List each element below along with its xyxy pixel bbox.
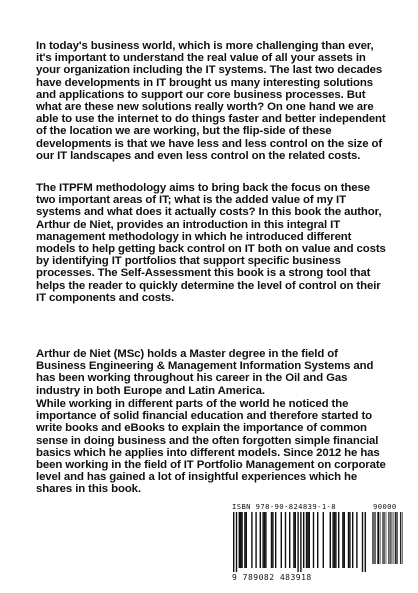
addon-bar — [402, 512, 403, 564]
addon-bar — [375, 512, 376, 564]
barcode-bar — [244, 512, 245, 568]
barcode-bar — [362, 512, 363, 572]
barcode-bar — [255, 512, 256, 568]
barcode-bar — [233, 512, 234, 572]
addon-bar — [395, 512, 396, 564]
ean13-bars — [232, 512, 368, 572]
addon-bar — [393, 512, 394, 564]
addon-bar — [397, 512, 398, 564]
addon-bar — [384, 512, 385, 564]
barcode-bar — [241, 512, 242, 568]
barcode-bar — [352, 512, 353, 568]
barcode-bar — [264, 512, 265, 568]
blurb-paragraph-2: The ITPFM methodology aims to bring back the focus on these two important areas of IT; what is the added value of my IT systems and what does it actually costs? In this book the author, Arthur de Niet, provides an introduction in this integral IT management methodology in which he introduced different models to help getting back control on IT both on value and costs by identifying IT portfolios that support specific business processes. The Self-Assessment this book is a strong tool that helps the reader to quickly determine the level of control on their IT components and costs. — [36, 182, 386, 304]
barcode-bar — [297, 512, 298, 572]
addon-bar — [389, 512, 390, 564]
barcode-bar — [356, 512, 357, 568]
barcode-bar — [332, 512, 333, 568]
barcode-bar — [313, 512, 314, 568]
barcode-bar — [289, 512, 290, 568]
barcode-bar — [334, 512, 335, 568]
barcode-bar — [293, 512, 294, 568]
barcode-bar — [246, 512, 247, 568]
addon-bar — [372, 512, 373, 564]
barcode-bar — [309, 512, 310, 568]
addon-bar — [383, 512, 384, 564]
barcode-bar — [348, 512, 349, 568]
barcode-bar — [265, 512, 266, 568]
barcode-bar — [344, 512, 345, 568]
barcode-bar — [338, 512, 339, 568]
price-addon-bars — [372, 512, 404, 564]
barcode-bar — [275, 512, 276, 568]
barcode-bar — [306, 512, 307, 568]
addon-bar — [382, 512, 383, 564]
addon-bar — [378, 512, 379, 564]
addon-bar — [400, 512, 401, 564]
barcode-bar — [349, 512, 350, 568]
barcode-bar — [260, 512, 261, 568]
addon-bar — [377, 512, 378, 564]
barcode-bar — [272, 512, 273, 568]
addon-bar — [373, 512, 374, 564]
barcode-bar — [323, 512, 324, 568]
isbn-label: ISBN 978-90-824839-1-8 — [232, 502, 336, 511]
addon-bar — [396, 512, 397, 564]
barcode-bar — [281, 512, 282, 568]
barcode-bar — [335, 512, 336, 568]
addon-bar — [379, 512, 380, 564]
addon-bar — [390, 512, 391, 564]
barcode-bar — [317, 512, 318, 568]
price-addon-label: 90000 — [373, 502, 397, 511]
author-bio-paragraph-1: Arthur de Niet (MSc) holds a Master degree in the field of Business Engineering & Management Information Systems and has been working throughout his career in the Oil and Gas industry in both Europe and Latin America. — [36, 348, 374, 397]
addon-bar — [386, 512, 387, 564]
blurb-paragraph-1: In today's business world, which is more challenging than ever, it's important to understand the real value of all your assets in your organization including the IT systems. The last two decades have developments in IT brought us many interesting solutions and applications to support our core business processes. But what are these new solutions really worth? On one hand we are able to use the internet to do things faster and better independent of the location we are working, but the flip-side of these developments is that we have less and less control on the size of our IT landscapes and even less control on the related costs. — [36, 40, 386, 162]
author-bio-paragraph-2: While working in different parts of the world he noticed the importance of solid financial education and therefore started to write books and eBooks to explain the importance of common sense in doing business and the often forgotten simple financial basics which he applies into different models. Since 2012 he has been working in the field of IT Portfolio Management on corporate level and has gained a lot of insightful experiences which he shares in this book. — [36, 398, 386, 496]
addon-bar — [374, 512, 375, 564]
barcode-bar — [365, 512, 366, 572]
barcode-bar — [342, 512, 343, 568]
barcode-bar — [330, 512, 331, 568]
barcode-bar — [300, 512, 301, 572]
addon-bar — [395, 512, 396, 564]
barcode-bar — [239, 512, 240, 568]
barcode-bar — [295, 512, 296, 568]
addon-bar — [401, 512, 402, 564]
barcode-digits: 9 789082 483918 — [232, 573, 312, 582]
barcode-bar — [285, 512, 286, 568]
barcode-bar — [271, 512, 272, 568]
addon-bar — [388, 512, 389, 564]
barcode-bar — [251, 512, 252, 568]
barcode-bar — [236, 512, 237, 572]
addon-bar — [380, 512, 381, 564]
isbn-barcode — [232, 502, 406, 584]
barcode-bar — [262, 512, 263, 568]
addon-bar — [392, 512, 393, 564]
barcode-bar — [303, 512, 304, 568]
barcode-bar — [240, 512, 241, 568]
barcode-bar — [307, 512, 308, 568]
